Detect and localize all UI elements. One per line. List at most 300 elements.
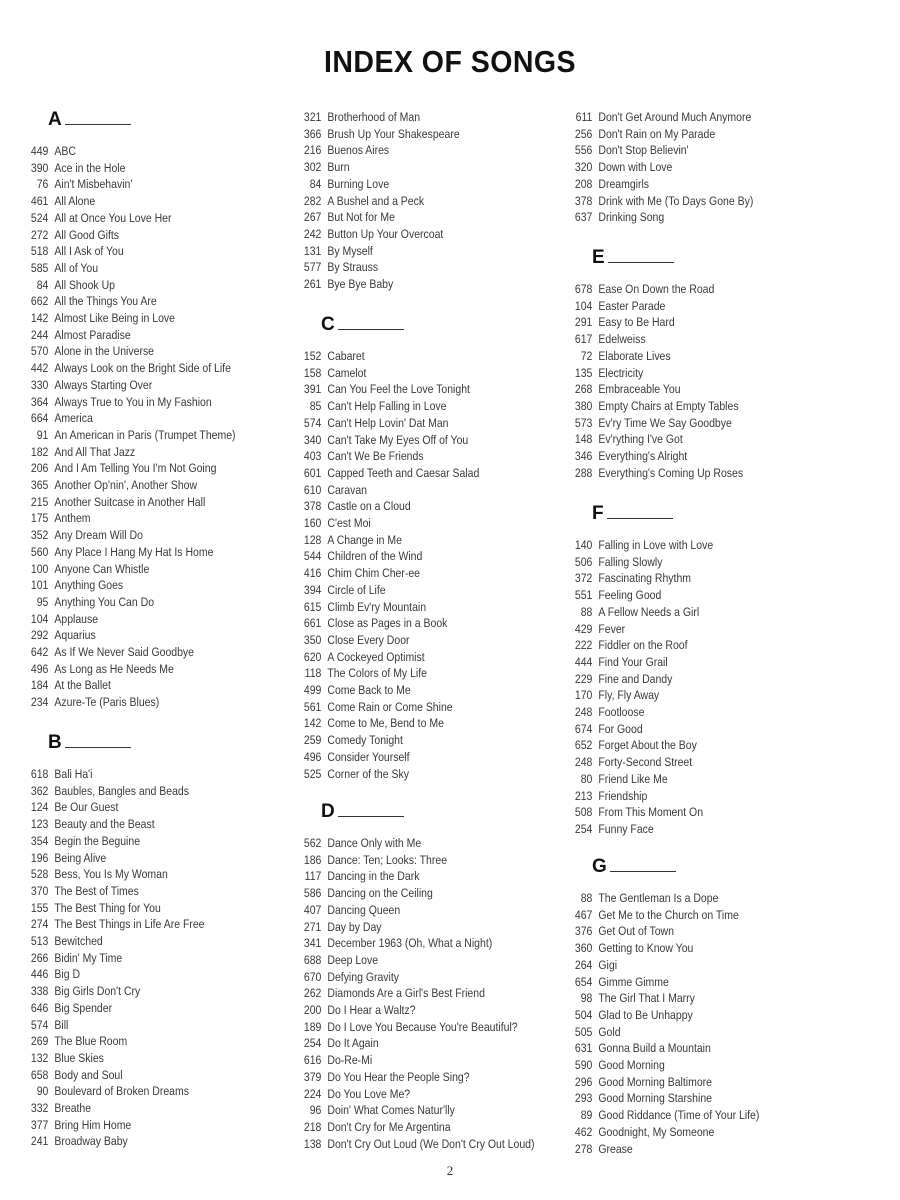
song-page-number: 518 [30,244,49,259]
song-page-number: 442 [30,361,49,376]
song-entry [570,923,674,940]
song-page-number: 573 [574,415,593,430]
song-title: Get Me to the Church on Time [598,907,739,922]
section-letter-text: D [321,801,335,822]
song-page-number: 101 [30,578,49,593]
song-page-number: 378 [574,193,593,208]
song-page-number: 637 [574,210,593,225]
song-entry [26,850,106,867]
song-title: Anyone Can Whistle [54,561,150,576]
song-entry [570,381,681,398]
song-entry [570,109,751,126]
song-title: Dancing Queen [327,902,401,917]
song-page-number: 524 [30,210,49,225]
song-page-number: 496 [303,749,322,764]
song-page-number: 254 [303,1036,322,1051]
song-entry [299,649,425,666]
song-entry [570,671,672,688]
song-title: By Myself [327,243,373,258]
song-entry [26,883,139,900]
song-title: Corner of the Sky [327,766,409,781]
song-page-number: 242 [303,226,322,241]
song-entry [299,142,389,159]
song-page-number: 617 [574,332,593,347]
song-page-number: 379 [303,1069,322,1084]
song-entry [570,721,643,738]
song-page-number: 631 [574,1041,593,1056]
song-page-number: 505 [574,1024,593,1039]
song-entry [570,1107,759,1124]
song-title: Climb Ev'ry Mountain [327,599,427,614]
song-page-number: 658 [30,1067,49,1082]
song-entry [26,477,197,494]
song-entry [299,969,399,986]
song-page-number: 646 [30,1000,49,1015]
song-title: Close Every Door [327,632,410,647]
song-page-number: 148 [574,432,593,447]
song-page-number: 616 [303,1053,322,1068]
song-title: Don't Stop Believin' [598,143,689,158]
song-entry [570,431,683,448]
song-page-number: 662 [30,294,49,309]
song-title: Dance: Ten; Looks: Three [327,852,448,867]
song-page-number: 291 [574,315,593,330]
song-title: Electricity [598,365,644,380]
song-title: Do I Hear a Waltz? [327,1003,416,1017]
song-entry [26,766,93,783]
song-title: Deep Love [327,952,379,967]
song-page-number: 496 [30,661,49,676]
song-title: Always Starting Over [54,377,153,392]
song-page-number: 259 [303,733,322,748]
song-page-number: 135 [574,365,593,380]
song-page-number: 241 [30,1134,49,1149]
song-entry [299,582,386,599]
song-entry [26,866,168,883]
song-page-number: 341 [303,936,322,951]
section-underline [610,871,676,872]
song-title: Ain't Misbehavin' [54,177,133,192]
song-entry [299,226,443,243]
song-title: Can't Take My Eyes Off of You [327,432,469,447]
song-title: Azure-Te (Paris Blues) [54,695,160,710]
song-entry [299,1119,451,1136]
section-letter-d [321,801,404,823]
song-title: All I Ask of You [54,244,124,259]
song-page-number: 362 [30,783,49,798]
song-page-number: 320 [574,160,593,175]
song-page-number: 184 [30,678,49,693]
song-entry [299,885,433,902]
song-page-number: 615 [303,599,322,614]
song-title: Burn [327,160,350,175]
song-page-number: 229 [574,671,593,686]
song-title: Can't We Be Friends [327,449,424,464]
song-entry [570,398,739,415]
song-page-number: 98 [580,991,593,1006]
song-entry [26,966,80,983]
song-title: Gonna Build a Mountain [598,1041,711,1056]
song-page-number: 394 [303,582,322,597]
song-entry [26,293,157,310]
song-page-number: 620 [303,649,322,664]
song-page-number: 104 [574,298,593,313]
song-title: Blue Skies [54,1050,104,1065]
song-title: Breathe [54,1101,92,1115]
song-page-number: 248 [574,755,593,770]
song-entry [26,916,205,933]
song-entry [570,604,699,621]
song-title: All Good Gifts [54,227,120,242]
song-entry [299,465,479,482]
song-entry [26,460,216,477]
song-entry [299,276,393,293]
song-page-number: 302 [303,160,322,175]
song-entry [299,209,395,226]
song-entry [570,537,713,554]
song-page-number: 570 [30,344,49,359]
song-page-number: 601 [303,465,322,480]
song-entry [26,210,172,227]
song-entry [26,1033,127,1050]
song-page-number: 200 [303,1003,322,1017]
song-entry [299,415,448,432]
song-page-number: 366 [303,126,322,141]
song-entry [26,1050,104,1067]
song-page-number: 72 [580,348,593,363]
song-entry [570,788,647,805]
song-entry [26,227,119,244]
song-title: Elaborate Lives [598,348,671,363]
song-entry [570,687,659,704]
song-entry [570,176,649,193]
song-entry [26,694,159,711]
song-page-number: 376 [574,924,593,939]
song-title: Big Spender [54,1000,113,1015]
song-entry [26,1117,131,1134]
song-title: Alone in the Universe [54,344,155,359]
song-title: Ease On Down the Road [598,282,715,296]
section-underline [338,816,404,817]
song-entry [570,314,675,331]
song-page-number: 296 [574,1074,593,1089]
song-entry [26,427,236,444]
song-title: A Fellow Needs a Girl [598,604,700,619]
song-page-number: 132 [30,1050,49,1065]
song-entry [26,594,154,611]
song-title: All at Once You Love Her [54,210,172,225]
song-page-number: 352 [30,528,49,543]
song-entry [26,260,98,277]
song-entry [26,494,205,511]
song-entry [299,632,410,649]
song-title: Doin' What Comes Natur'lly [327,1103,455,1118]
song-page-number: 574 [303,415,322,430]
song-page-number: 360 [574,941,593,956]
song-entry [26,160,125,177]
song-page-number: 551 [574,588,593,603]
song-entry [570,331,646,348]
song-page-number: 84 [36,277,49,292]
song-title: Do It Again [327,1036,379,1051]
song-page-number: 266 [30,950,49,965]
song-entry [299,852,447,869]
song-page-number: 611 [575,110,593,124]
song-page-number: 378 [303,499,322,514]
song-entry [299,548,422,565]
song-title: Capped Teeth and Caesar Salad [327,465,480,480]
song-page-number: 350 [303,632,322,647]
song-entry [570,1124,714,1141]
song-page-number: 467 [574,907,593,922]
song-title: The Best Thing for You [54,900,161,915]
song-title: Any Dream Will Do [54,528,143,543]
song-page-number: 254 [574,821,593,836]
song-title: Close as Pages in a Book [327,616,448,631]
song-page-number: 513 [30,934,49,948]
song-page-number: 131 [303,243,322,258]
song-page-number: 142 [30,311,49,325]
song-title: Anything Goes [54,578,124,593]
song-page-number: 416 [303,566,322,581]
song-page-number: 562 [303,836,322,850]
song-entry [26,1067,123,1084]
song-entry [570,587,661,604]
song-title: Aquarius [54,628,96,643]
song-title: And All That Jazz [54,444,136,459]
song-title: C'est Moi [327,516,371,530]
song-title: Chim Chim Cher-ee [327,566,420,581]
song-page-number: 278 [574,1141,593,1156]
song-title: Buenos Aires [327,143,390,158]
song-page-number: 372 [574,571,593,586]
song-page-number: 652 [574,738,593,753]
song-entry [299,176,389,193]
song-page-number: 364 [30,394,49,409]
song-title: Always Look on the Bright Side of Life [54,361,231,376]
song-entry [570,737,697,754]
song-page-number: 403 [303,449,322,464]
song-entry [299,243,373,260]
song-entry [570,771,668,788]
song-page-number: 429 [574,621,593,636]
song-entry [570,448,687,465]
song-title: Friendship [598,788,648,803]
song-page-number: 264 [574,957,593,972]
section-letter-text: E [592,247,605,268]
song-title: Ev'rything I've Got [598,432,683,447]
song-title: Bewitched [54,934,103,948]
song-page-number: 95 [36,594,49,609]
song-entry [299,615,447,632]
song-page-number: 330 [30,377,49,392]
song-title: Almost Paradise [54,327,131,342]
song-title: Don't Cry for Me Argentina [327,1119,451,1134]
song-page-number: 216 [303,143,322,158]
song-title: Comedy Tonight [327,733,403,748]
song-title: Bess, You Is My Woman [54,867,168,882]
song-entry [26,577,123,594]
song-entry [26,627,96,644]
song-title: Children of the Wind [327,549,423,564]
song-page-number: 670 [303,969,322,984]
song-page-number: 158 [303,365,322,380]
song-entry [299,126,460,143]
song-title: Button Up Your Overcoat [327,226,444,241]
song-title: Ace in the Hole [54,160,126,175]
song-title: Gold [598,1024,621,1039]
song-title: But Not for Me [327,210,395,225]
song-page-number: 585 [30,260,49,275]
song-page-number: 222 [574,638,593,653]
song-page-number: 152 [303,349,322,363]
song-title: Bidin' My Time [54,950,123,965]
song-title: As If We Never Said Goodbye [54,645,195,659]
song-entry [570,209,664,226]
section-underline [338,329,404,330]
song-page-number: 170 [574,688,593,703]
song-page-number: 678 [574,282,593,296]
song-entry [570,365,643,382]
song-entry [570,348,671,365]
song-title: Camelot [327,365,367,380]
song-page-number: 248 [574,705,593,719]
section-letter-g [592,856,676,878]
song-title: Forty-Second Street [598,755,693,770]
song-title: Do I Love You Because You're Beautiful? [327,1019,518,1034]
song-entry [26,327,131,344]
song-title: Do You Hear the People Sing? [327,1069,470,1084]
song-entry [26,510,91,527]
song-entry [26,933,103,950]
song-title: Good Riddance (Time of Your Life) [598,1108,760,1123]
song-title: Empty Chairs at Empty Tables [598,398,739,413]
song-entry [26,661,174,678]
song-entry [570,654,668,671]
song-page-number: 155 [30,900,49,915]
song-page-number: 88 [580,604,593,619]
song-entry [570,570,691,587]
song-title: Fever [598,621,626,636]
song-title: Find Your Grail [598,654,668,669]
song-title: Edelweiss [598,332,646,347]
song-title: The Best of Times [54,883,139,898]
song-entry [299,868,419,885]
song-page-number: 544 [303,549,322,564]
song-entry [299,482,367,499]
song-page-number: 556 [574,143,593,158]
song-title: Any Place I Hang My Hat Is Home [54,544,214,559]
song-page-number: 462 [574,1124,593,1139]
song-page-number: 142 [303,716,322,731]
song-entry [299,715,444,732]
page-number: 2 [446,1163,454,1178]
song-title: Fiddler on the Roof [598,638,688,653]
song-page-number: 128 [303,532,322,547]
song-entry [570,554,662,571]
song-entry [570,1024,621,1041]
song-entry [299,699,453,716]
song-page-number: 346 [574,449,593,463]
song-entry [299,1102,455,1119]
song-entry [570,1040,711,1057]
song-page-number: 96 [309,1103,322,1118]
song-entry [299,193,424,210]
song-page-number: 262 [303,986,322,1001]
song-entry [299,1019,518,1036]
song-page-number: 293 [574,1091,593,1106]
song-page-number: 560 [30,544,49,559]
song-entry [26,1083,189,1100]
song-page-number: 674 [574,721,593,736]
song-entry [299,952,378,969]
song-entry [299,432,468,449]
song-title: Friend Like Me [598,771,668,786]
song-title: A Bushel and a Peck [327,193,425,208]
song-page-number: 508 [574,805,593,820]
song-entry [26,527,143,544]
song-entry [299,749,410,766]
song-page-number: 586 [303,886,322,901]
song-title: The Girl That I Marry [598,991,695,1006]
song-title: Footloose [598,705,645,719]
song-page-number: 261 [303,277,322,291]
song-title: Come to Me, Bend to Me [327,716,444,731]
section-letter-b [48,732,131,754]
song-title: Funny Face [598,821,654,836]
song-page-number: 446 [30,967,49,982]
song-page-number: 160 [303,516,322,530]
song-page-number: 661 [303,616,322,631]
song-page-number: 332 [30,1101,49,1115]
song-page-number: 338 [30,984,49,999]
song-title: Goodnight, My Someone [598,1124,715,1139]
song-page-number: 321 [303,110,322,124]
section-letter-text: A [48,109,62,130]
song-page-number: 272 [30,227,49,242]
song-title: All the Things You Are [54,294,157,309]
song-page-number: 390 [30,160,49,175]
song-entry [299,1035,379,1052]
song-page-number: 90 [36,1084,49,1099]
song-entry [26,783,189,800]
song-entry [299,935,492,952]
song-title: Gimme Gimme [598,974,669,989]
song-page-number: 610 [303,482,322,497]
song-title: As Long as He Needs Me [54,661,174,676]
song-title: Glad to Be Unhappy [598,1007,693,1022]
song-title: Fly, Fly Away [598,688,660,703]
song-entry [570,193,753,210]
song-title: Consider Yourself [327,749,410,764]
song-entry [26,677,111,694]
song-page-number: 218 [303,1119,322,1134]
song-page-number: 206 [30,461,49,476]
song-title: The Blue Room [54,1034,128,1049]
song-page-number: 499 [303,683,322,697]
song-entry [299,985,485,1002]
song-title: From This Moment On [598,805,704,820]
song-title: Burning Love [327,176,390,191]
song-title: Caravan [327,482,368,497]
song-title: Body and Soul [54,1067,123,1082]
song-page-number: 89 [580,1108,593,1123]
song-entry [570,754,692,771]
song-title: Brush Up Your Shakespeare [327,126,460,141]
song-title: Easter Parade [598,298,666,313]
song-page-number: 574 [30,1017,49,1032]
song-entry [570,907,739,924]
